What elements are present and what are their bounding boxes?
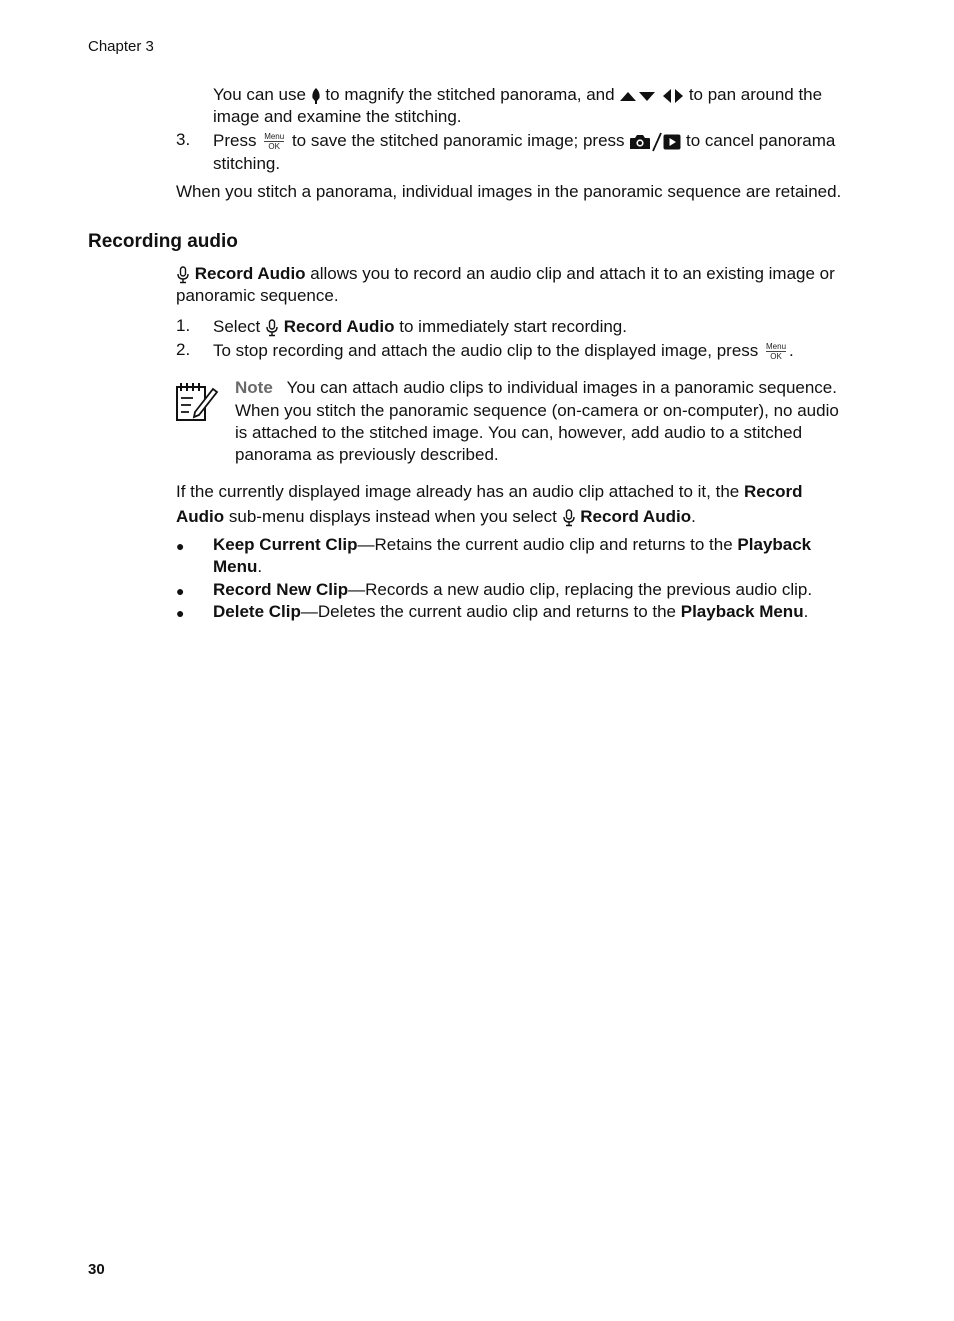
chapter-header: Chapter 3 xyxy=(88,38,154,55)
playback-icon xyxy=(663,134,681,150)
microphone-icon xyxy=(562,509,576,527)
step-2-number: 2. xyxy=(176,340,191,359)
zoom-lever-icon xyxy=(311,87,321,105)
step-2-text: To stop recording and attach the audio clip to the displayed image, press Menu OK . xyxy=(213,341,794,361)
left-right-arrows-icon xyxy=(662,88,684,104)
bullet-1-marker: ● xyxy=(176,538,185,554)
retained-paragraph: When you stitch a panorama, individual images in the panoramic sequence are retained. xyxy=(176,182,842,201)
camera-icon xyxy=(629,134,651,150)
menu-ok-button-icon: Menu OK xyxy=(264,131,285,151)
bullet-3-marker: ● xyxy=(176,605,185,621)
section-heading: Recording audio xyxy=(88,231,238,252)
note-line-2: When you stitch the panoramic sequence (on-camera or on-computer), no audio xyxy=(235,401,839,420)
step-3-number: 3. xyxy=(176,130,191,149)
microphone-icon xyxy=(176,266,190,284)
note-line-3: is attached to the stitched image. You can, however, add audio to a stitched xyxy=(235,423,803,442)
bullet-2-marker: ● xyxy=(176,583,185,599)
slash-separator-icon xyxy=(651,132,663,152)
submenu-line-2: Audio sub-menu displays instead when you select Record Audio. xyxy=(176,507,696,526)
note-line-1: Note You can attach audio clips to individual images in a panoramic sequence. xyxy=(235,378,837,397)
intro-line-2: image and examine the stitching. xyxy=(213,107,462,126)
submenu-line-1: If the currently displayed image already has an audio clip attached to it, the Record xyxy=(176,482,803,501)
step-3-line-1: Press Menu OK to save the stitched panoramic image; press to cancel panorama xyxy=(213,131,836,151)
note-icon xyxy=(175,380,219,422)
page-number: 30 xyxy=(88,1261,105,1278)
bullet-1-line-2: Menu. xyxy=(213,557,263,576)
step-3-line-2: stitching. xyxy=(213,154,281,173)
step-1-number: 1. xyxy=(176,316,191,335)
note-line-4: panorama as previously described. xyxy=(235,445,499,464)
bullet-3-text: Delete Clip—Deletes the current audio clip and returns to the Playback Menu. xyxy=(213,602,809,621)
microphone-icon xyxy=(265,319,279,337)
bullet-2-text: Record New Clip—Records a new audio clip, replacing the previous audio clip. xyxy=(213,580,813,599)
record-audio-desc-line-1: Record Audio allows you to record an audio clip and attach it to an existing image or xyxy=(176,263,835,285)
menu-ok-button-icon: Menu OK xyxy=(766,341,787,361)
bullet-1-line-1: Keep Current Clip—Retains the current audio clip and returns to the Playback xyxy=(213,535,812,554)
note-label: Note xyxy=(235,378,273,397)
up-down-arrows-icon xyxy=(619,90,657,102)
intro-line-1: You can use to magnify the stitched panorama, and to pan around the xyxy=(213,85,823,104)
record-audio-desc-line-2: panoramic sequence. xyxy=(176,286,339,305)
step-1-text: Select Record Audio to immediately start recording. xyxy=(213,317,627,336)
